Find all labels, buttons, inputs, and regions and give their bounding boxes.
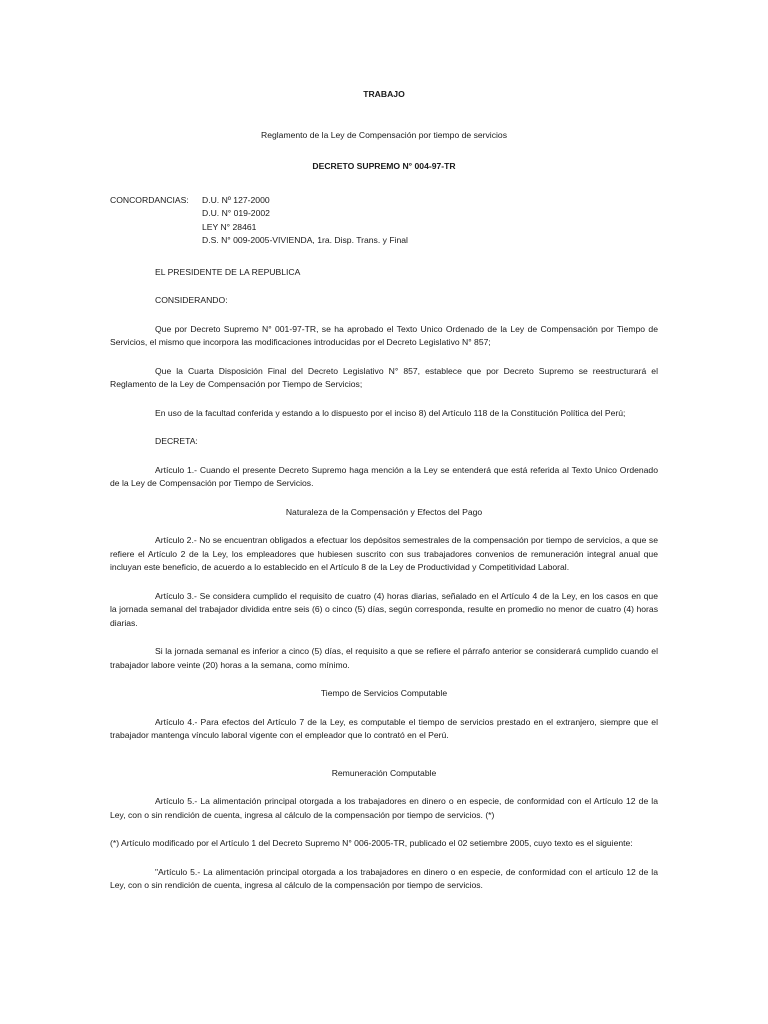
considerando-heading: CONSIDERANDO: [155, 295, 228, 305]
article-3-paragraph-2: Si la jornada semanal es inferior a cinco (5) días, el requisito a que se refiere el párrafo anterior se considerará cumplido cuando el trabajador labore veinte (20) horas a la semana, como mínimo. [110, 646, 658, 670]
concordancia-item: D.S. N° 009-2005-VIVIENDA, 1ra. Disp. Trans. y Final [202, 235, 408, 245]
concordancia-item: D.U. N° 019-2002 [202, 208, 270, 218]
concordancia-item: LEY N° 28461 [202, 221, 257, 232]
document-subtitle: Reglamento de la Ley de Compensación por tiempo de servicios [260, 129, 507, 140]
considerando-paragraph-1: Que por Decreto Supremo N° 001-97-TR, se ha aprobado el Texto Unico Ordenado de la Ley de Compensación por Tiempo de Servicios, el mismo que incorpora las modificaciones introducidas por el Decreto Legislativo N° 857; [110, 323, 658, 347]
considerando-paragraph-2: Que la Cuarta Disposición Final del Decreto Legislativo N° 857, establece que por Decreto Supremo se reestructurará el Reglamento de la Ley de Compensación por Tiempo de Servicios; [110, 365, 658, 389]
document-content [110, 88, 658, 908]
article-3: Artículo 3.- Se considera cumplido el requisito de cuatro (4) horas diarias, señalado en el Artículo 4 de la Ley, en los casos en que la jornada semanal del trabajador dividida entre seis (6) o cinco (5) días, según corresponda, resulte en promedio no menor de cuatro (4) horas diarias. [110, 590, 658, 628]
concordancias-list [202, 194, 408, 248]
section-heading-remuneracion: Remuneración Computable [331, 767, 437, 778]
concordancia-item: D.U. Nº 127-2000 [202, 194, 270, 205]
section-heading-tiempo: Tiempo de Servicios Computable [320, 688, 448, 698]
article-4: Artículo 4.- Para efectos del Artículo 7 de la Ley, es computable el tiempo de servicios prestado en el extranjero, siempre que el trabajador mantenga vínculo laboral vigente con el empleador que lo contrató en el Perú. [110, 716, 658, 740]
modification-note: (*) Artículo modificado por el Artículo 1 del Decreto Supremo N° 006-2005-TR, publicado el 02 setiembre 2005, cuyo texto es el siguiente: [110, 838, 633, 848]
section-heading-naturaleza: Naturaleza de la Compensación y Efectos del Pago [285, 506, 483, 517]
concordancias-label: CONCORDANCIAS: [110, 194, 189, 205]
decree-number: DECRETO SUPREMO N° 004-97-TR [312, 161, 456, 171]
concordancias-block [110, 194, 658, 248]
article-5: Artículo 5.- La alimentación principal otorgada a los trabajadores en dinero o en especie, de conformidad con el Artículo 12 de la Ley, con o sin rendición de cuenta, ingresa al cálculo de la compensación por tiempo de servicios. (*) [110, 796, 658, 820]
page-title: TRABAJO [363, 89, 405, 99]
article-1: Artículo 1.- Cuando el presente Decreto Supremo haga mención a la Ley se entenderá que está referida al Texto Unico Ordenado de la Ley de Compensación por Tiempo de Servicios. [110, 464, 658, 488]
article-2: Artículo 2.- No se encuentran obligados a efectuar los depósitos semestrales de la compensación por tiempo de servicios, a que se refiere el Artículo 2 de la Ley, los empleadores que hubiesen suscrito con sus trabajadores convenios de remuneración integral anual que incluyan este beneficio, de acuerdo a lo establecido en el Artículo 8 de la Ley de Productividad y Competitividad Laboral. [110, 535, 658, 572]
decreta-heading: DECRETA: [155, 436, 198, 446]
president-heading: EL PRESIDENTE DE LA REPUBLICA [155, 266, 301, 277]
considerando-paragraph-3: En uso de la facultad conferida y estando a lo dispuesto por el inciso 8) del Artículo 118 de la Constitución Política del Perú; [155, 407, 626, 418]
article-5-modified: "Artículo 5.- La alimentación principal otorgada a los trabajadores en dinero o en especie, de conformidad con el artículo 12 de la Ley, con o sin rendición de cuenta, ingresa al cálculo de la compensación por tiempo de servicios. [110, 866, 658, 890]
